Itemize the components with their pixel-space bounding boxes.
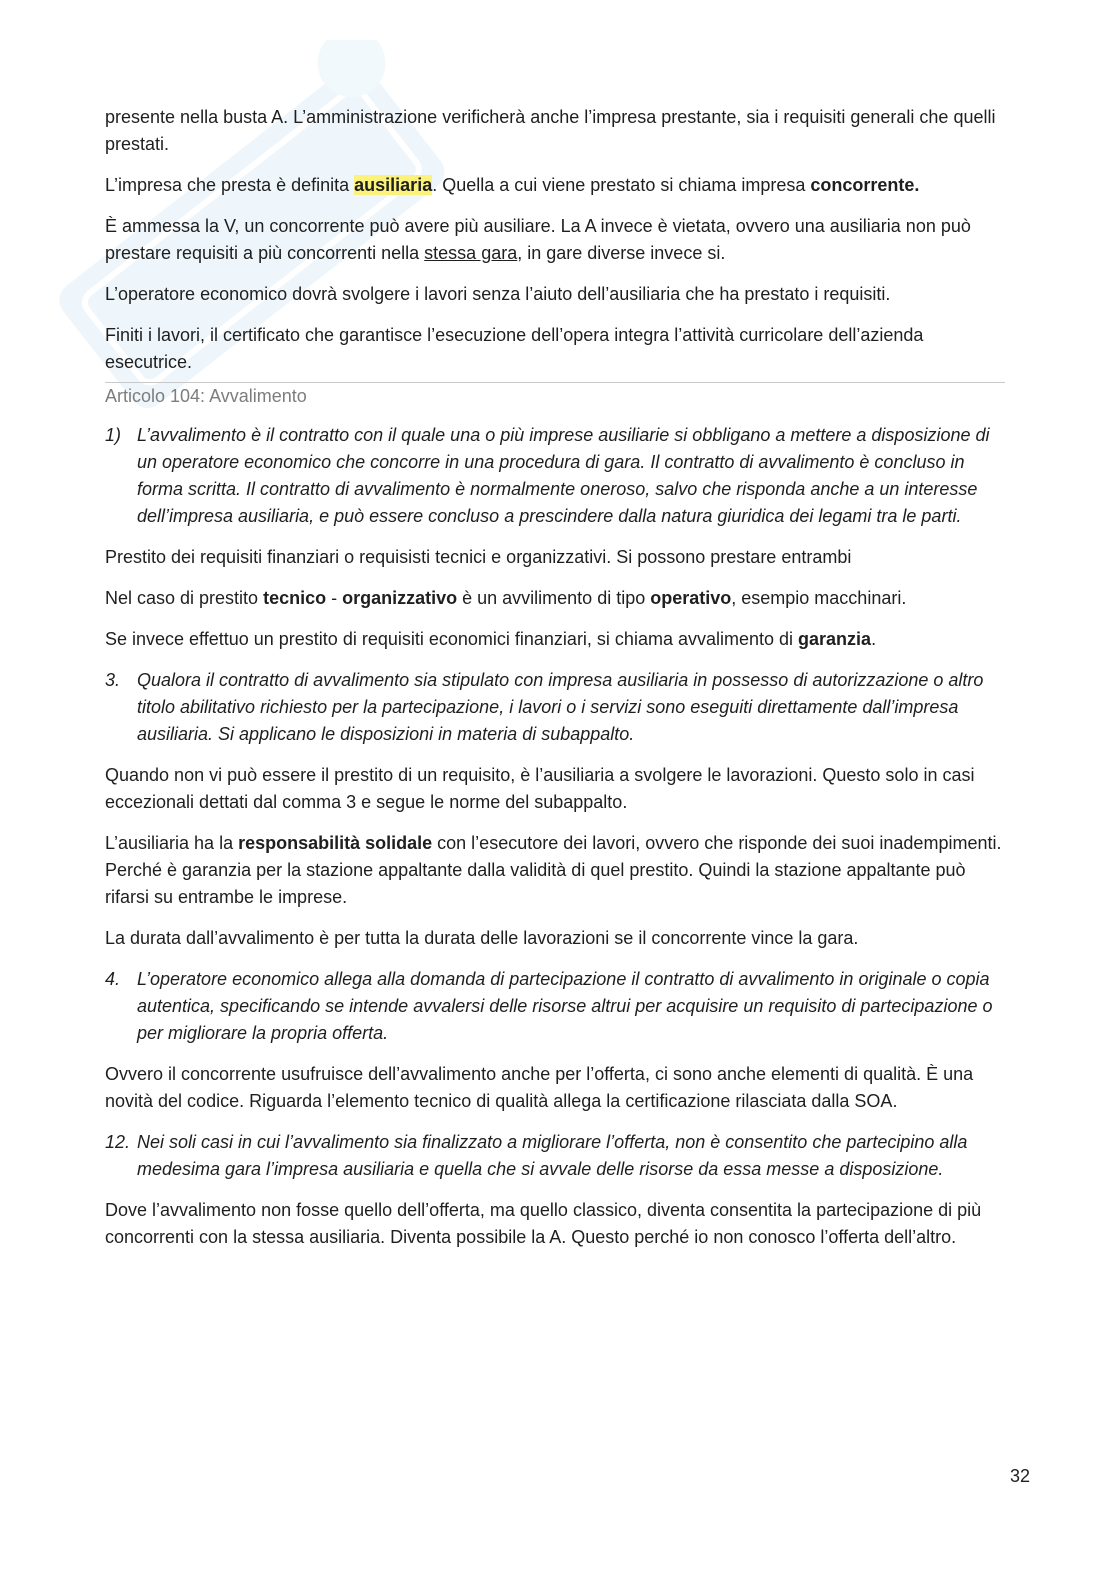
law-item [105, 1129, 1005, 1183]
paragraph: Ovvero il concorrente usufruisce dell’avvalimento anche per l’offerta, ci sono anche elementi di qualità. È una novità del codice. Riguarda l’elemento tecnico di qualità allega la certificazione rilasciata dalla SOA. [105, 1064, 974, 1111]
law-item [105, 966, 1005, 1047]
paragraph: È ammessa la V, un concorrente può avere più ausiliare. La A invece è vietata, ovvero una ausiliaria non può prestare requisiti a più concorrenti nella stessa gara, in gare diverse invece si. [105, 216, 971, 263]
paragraph: Finiti i lavori, il certificato che garantisce l’esecuzione dell’opera integra l’attività curricolare dell’azienda esecutrice. [105, 325, 924, 372]
paragraph: La durata dall’avvalimento è per tutta la durata delle lavorazioni se il concorrente vince la gara. [105, 928, 859, 948]
law-item [105, 667, 1005, 748]
item-number: 4. [105, 969, 121, 989]
item-number: 3. [105, 670, 121, 690]
paragraph: Se invece effettuo un prestito di requisiti economici finanziari, si chiama avvalimento di garanzia. [105, 629, 877, 649]
item-text: Qualora il contratto di avvalimento sia stipulato con impresa ausiliaria in possesso di autorizzazione o altro titolo abilitativo richiesto per la partecipazione, i lavori o i servizi sono eseguiti direttamente dall’impresa ausiliaria. Si applicano le disposizioni in materia di subappalto. [137, 670, 984, 744]
paragraph: presente nella busta A. L’amministrazione verificherà anche l’impresa prestante, sia i requisiti generali che quelli prestati. [105, 107, 996, 154]
section-heading: Articolo 104: Avvalimento [105, 386, 307, 406]
paragraph: Quando non vi può essere il prestito di un requisito, è l’ausiliaria a svolgere le lavorazioni. Questo solo in casi eccezionali dettati dal comma 3 e segue le norme del subappalto. [105, 765, 975, 812]
item-text: L’avvalimento è il contratto con il quale una o più imprese ausiliarie si obbligano a mettere a disposizione di un operatore economico che concorre in una procedura di gara. Il contratto di avvalimento è concluso in forma scritta. Il contratto di avvalimento è normalmente oneroso, salvo che risponda anche a un interesse dell’impresa ausiliaria, e può essere concluso a prescindere dalla natura giuridica dei legami tra le parti. [137, 425, 990, 526]
page-number: 32 [1009, 1466, 1030, 1486]
underlined-text: stessa gara [424, 243, 518, 263]
term-ausiliaria: ausiliaria [354, 175, 433, 195]
paragraph: Dove l’avvalimento non fosse quello dell’offerta, ma quello classico, diventa consentita la partecipazione di più concorrenti con la stessa ausiliaria. Diventa possibile la A. Questo perché io non conosco l’offerta dell’altro. [105, 1200, 982, 1247]
term-concorrente: concorrente. [810, 175, 920, 195]
law-item [105, 422, 1005, 530]
item-number: 12. [105, 1132, 131, 1152]
paragraph: Prestito dei requisiti finanziari o requisisti tecnici e organizzativi. Si possono prestare entrambi [105, 547, 852, 567]
item-text: L’operatore economico allega alla domanda di partecipazione il contratto di avvalimento in originale o copia autentica, specificando se intende avvalersi delle risorse altrui per acquisire un requisito di partecipazione o per migliorare la propria offerta. [137, 969, 993, 1043]
paragraph: Nel caso di prestito tecnico - organizzativo è un avvilimento di tipo operativo, esempio macchinari. [105, 588, 907, 608]
paragraph: L’operatore economico dovrà svolgere i lavori senza l’aiuto dell’ausiliaria che ha prestato i requisiti. [105, 284, 891, 304]
paragraph: L’ausiliaria ha la responsabilità solidale con l’esecutore dei lavori, ovvero che risponde dei suoi inadempimenti. Perché è garanzia per la stazione appaltante dalla validità di quel prestito. Quindi la stazione appaltante può rifarsi su entrambe le imprese. [105, 833, 1002, 907]
item-text: Nei soli casi in cui l’avvalimento sia finalizzato a migliorare l’offerta, non è consentito che partecipino alla medesima gara l’impresa ausiliaria e quella che si avvale delle risorse da essa messe a disposizione. [137, 1132, 968, 1179]
document-page [105, 104, 1005, 1265]
paragraph: L’impresa che presta è definita ausiliaria. Quella a cui viene prestato si chiama impresa concorrente. [105, 175, 920, 195]
item-number: 1) [105, 425, 122, 445]
